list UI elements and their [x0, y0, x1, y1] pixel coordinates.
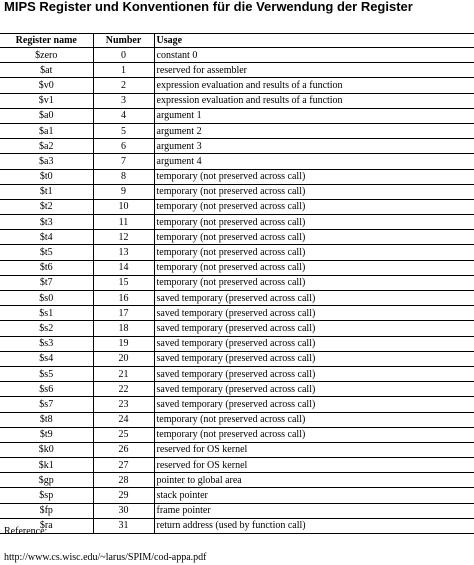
register-number-cell: 19 — [93, 336, 154, 351]
table-row — [0, 291, 474, 306]
register-usage-cell: saved temporary (preserved across call) — [154, 397, 474, 412]
table-row — [0, 275, 474, 290]
register-usage-cell: temporary (not preserved across call) — [154, 245, 474, 260]
register-usage-cell: argument 4 — [154, 154, 474, 169]
table-row — [0, 184, 474, 199]
register-number-cell: 7 — [93, 154, 154, 169]
register-usage-cell: pointer to global area — [154, 473, 474, 488]
table-header — [0, 34, 474, 48]
register-number-cell: 1 — [93, 63, 154, 78]
table-row — [0, 154, 474, 169]
register-usage-cell: constant 0 — [154, 48, 474, 63]
register-number-cell: 12 — [93, 230, 154, 245]
register-number-cell: 18 — [93, 321, 154, 336]
table-row — [0, 63, 474, 78]
register-name-cell: $t0 — [0, 169, 93, 184]
register-usage-cell: saved temporary (preserved across call) — [154, 366, 474, 381]
table-row — [0, 123, 474, 138]
table-row — [0, 48, 474, 63]
register-number-cell: 23 — [93, 397, 154, 412]
register-name-cell: $sp — [0, 488, 93, 503]
register-usage-cell: temporary (not preserved across call) — [154, 169, 474, 184]
table-row — [0, 321, 474, 336]
register-name-cell: $s7 — [0, 397, 93, 412]
register-number-cell: 13 — [93, 245, 154, 260]
column-header-register-name: Register name — [0, 34, 93, 48]
register-number-cell: 16 — [93, 291, 154, 306]
table-body — [0, 48, 474, 534]
table-row — [0, 473, 474, 488]
register-name-cell: $s5 — [0, 366, 93, 381]
table-row — [0, 442, 474, 457]
register-number-cell: 2 — [93, 78, 154, 93]
register-usage-cell: reserved for assembler — [154, 63, 474, 78]
register-name-cell: $t5 — [0, 245, 93, 260]
register-name-cell: $s4 — [0, 351, 93, 366]
register-usage-cell: saved temporary (preserved across call) — [154, 382, 474, 397]
register-name-cell: $t4 — [0, 230, 93, 245]
register-usage-cell: temporary (not preserved across call) — [154, 275, 474, 290]
register-usage-cell: reserved for OS kernel — [154, 458, 474, 473]
table-row — [0, 458, 474, 473]
register-number-cell: 17 — [93, 306, 154, 321]
register-name-cell: $s0 — [0, 291, 93, 306]
register-name-cell: $t6 — [0, 260, 93, 275]
register-table — [0, 33, 474, 534]
column-header-number: Number — [93, 34, 154, 48]
register-number-cell: 20 — [93, 351, 154, 366]
register-usage-cell: temporary (not preserved across call) — [154, 412, 474, 427]
register-name-cell: $k0 — [0, 442, 93, 457]
register-usage-cell: temporary (not preserved across call) — [154, 230, 474, 245]
table-row — [0, 260, 474, 275]
register-usage-cell: temporary (not preserved across call) — [154, 427, 474, 442]
table-row — [0, 78, 474, 93]
register-number-cell: 3 — [93, 93, 154, 108]
register-usage-cell: argument 2 — [154, 123, 474, 138]
register-number-cell: 28 — [93, 473, 154, 488]
register-usage-cell: saved temporary (preserved across call) — [154, 351, 474, 366]
register-usage-cell: expression evaluation and results of a function — [154, 78, 474, 93]
table-row — [0, 336, 474, 351]
register-number-cell: 21 — [93, 366, 154, 381]
table-row — [0, 108, 474, 123]
column-header-usage: Usage — [154, 34, 474, 48]
register-number-cell: 6 — [93, 139, 154, 154]
register-name-cell: $t3 — [0, 215, 93, 230]
reference-label: Reference: — [4, 526, 48, 537]
register-name-cell: $a3 — [0, 154, 93, 169]
table-row — [0, 351, 474, 366]
register-usage-cell: frame pointer — [154, 503, 474, 518]
register-usage-cell: temporary (not preserved across call) — [154, 184, 474, 199]
table-row — [0, 245, 474, 260]
register-usage-cell: argument 1 — [154, 108, 474, 123]
register-name-cell: $s1 — [0, 306, 93, 321]
table-row — [0, 397, 474, 412]
register-usage-cell: return address (used by function call) — [154, 518, 474, 533]
register-usage-cell: saved temporary (preserved across call) — [154, 306, 474, 321]
register-usage-cell: temporary (not preserved across call) — [154, 199, 474, 214]
register-number-cell: 5 — [93, 123, 154, 138]
table-row — [0, 139, 474, 154]
register-number-cell: 31 — [93, 518, 154, 533]
register-name-cell: $s3 — [0, 336, 93, 351]
register-number-cell: 0 — [93, 48, 154, 63]
table-row — [0, 199, 474, 214]
table-row — [0, 412, 474, 427]
table-row — [0, 230, 474, 245]
table-row — [0, 93, 474, 108]
register-usage-cell: saved temporary (preserved across call) — [154, 291, 474, 306]
register-usage-cell: reserved for OS kernel — [154, 442, 474, 457]
table-row — [0, 503, 474, 518]
register-name-cell: $fp — [0, 503, 93, 518]
register-name-cell: $t1 — [0, 184, 93, 199]
register-name-cell: $zero — [0, 48, 93, 63]
table-row — [0, 215, 474, 230]
register-number-cell: 24 — [93, 412, 154, 427]
register-name-cell: $a1 — [0, 123, 93, 138]
register-usage-cell: argument 3 — [154, 139, 474, 154]
table-row — [0, 366, 474, 381]
register-number-cell: 27 — [93, 458, 154, 473]
page-title: MIPS Register und Konventionen für die Verwendung der Register — [4, 0, 413, 14]
table-header-row — [0, 34, 474, 48]
register-name-cell: $t7 — [0, 275, 93, 290]
register-name-cell: $ra — [0, 518, 93, 533]
register-usage-cell: stack pointer — [154, 488, 474, 503]
table-row — [0, 382, 474, 397]
register-number-cell: 25 — [93, 427, 154, 442]
register-usage-cell: expression evaluation and results of a function — [154, 93, 474, 108]
register-usage-cell: temporary (not preserved across call) — [154, 215, 474, 230]
register-number-cell: 9 — [93, 184, 154, 199]
register-number-cell: 10 — [93, 199, 154, 214]
register-number-cell: 8 — [93, 169, 154, 184]
register-name-cell: $v0 — [0, 78, 93, 93]
register-number-cell: 14 — [93, 260, 154, 275]
register-number-cell: 22 — [93, 382, 154, 397]
register-usage-cell: saved temporary (preserved across call) — [154, 336, 474, 351]
register-name-cell: $s6 — [0, 382, 93, 397]
register-name-cell: $a0 — [0, 108, 93, 123]
register-number-cell: 11 — [93, 215, 154, 230]
register-name-cell: $v1 — [0, 93, 93, 108]
register-number-cell: 15 — [93, 275, 154, 290]
reference-url: http://www.cs.wisc.edu/~larus/SPIM/cod-appa.pdf — [4, 552, 207, 563]
table-row — [0, 488, 474, 503]
table-row — [0, 306, 474, 321]
register-name-cell: $t8 — [0, 412, 93, 427]
table-row — [0, 169, 474, 184]
register-number-cell: 26 — [93, 442, 154, 457]
table-row — [0, 518, 474, 533]
register-name-cell: $t2 — [0, 199, 93, 214]
register-name-cell: $k1 — [0, 458, 93, 473]
register-usage-cell: saved temporary (preserved across call) — [154, 321, 474, 336]
register-name-cell: $s2 — [0, 321, 93, 336]
register-number-cell: 30 — [93, 503, 154, 518]
table-row — [0, 427, 474, 442]
register-number-cell: 4 — [93, 108, 154, 123]
register-name-cell: $gp — [0, 473, 93, 488]
register-name-cell: $at — [0, 63, 93, 78]
register-name-cell: $a2 — [0, 139, 93, 154]
register-usage-cell: temporary (not preserved across call) — [154, 260, 474, 275]
register-number-cell: 29 — [93, 488, 154, 503]
register-name-cell: $t9 — [0, 427, 93, 442]
